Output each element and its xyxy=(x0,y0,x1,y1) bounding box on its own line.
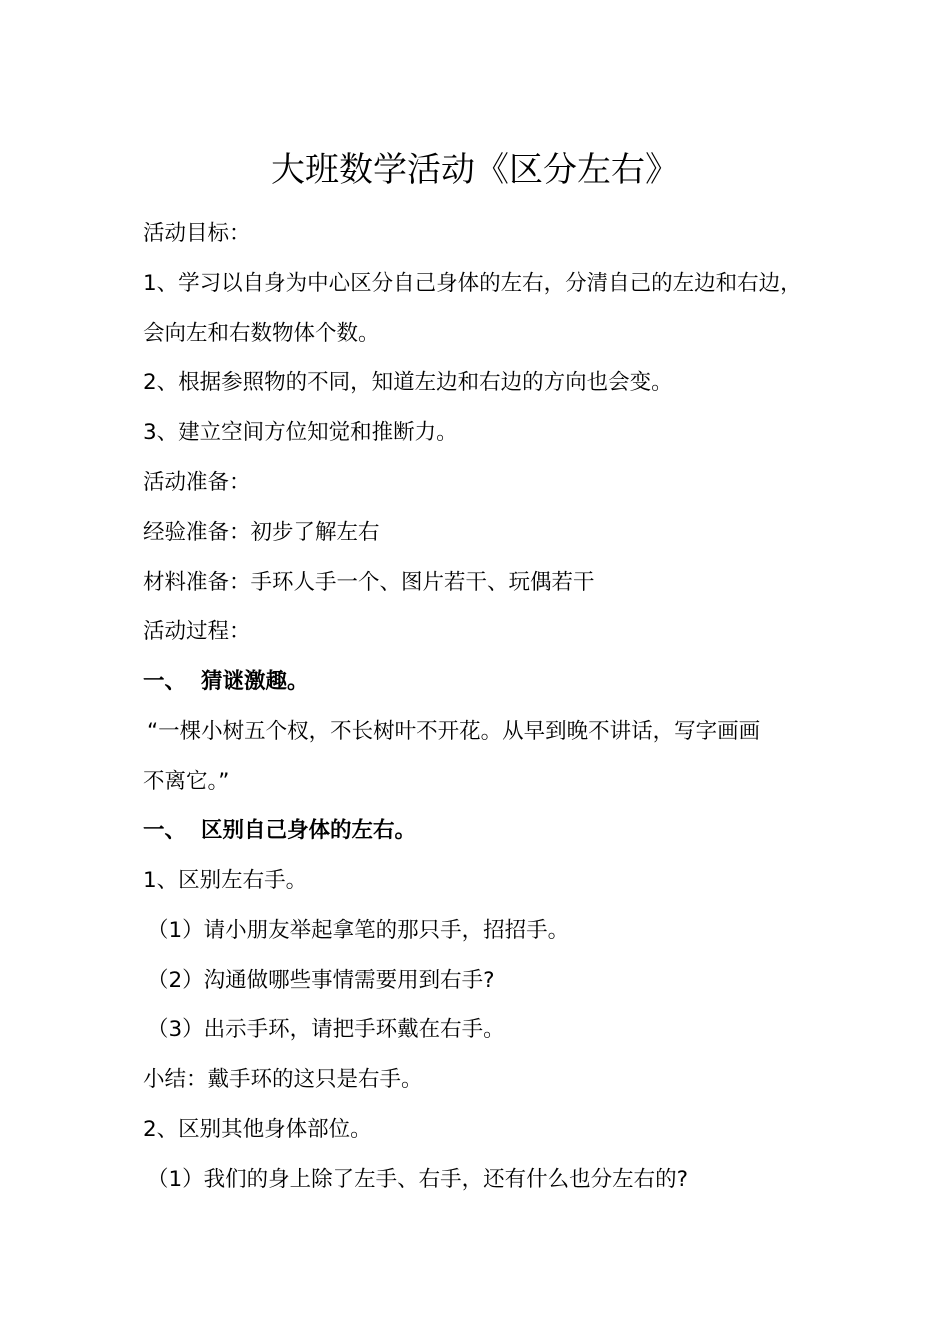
section-label-preparation: 活动准备： xyxy=(143,470,251,495)
step-1-item-1: （1）请小朋友举起拿笔的那只手，招招手。 xyxy=(147,918,570,943)
process-heading-2 xyxy=(143,815,416,847)
section-label-goals: 活动目标： xyxy=(143,221,251,246)
riddle-line-2: 不离它。” xyxy=(143,769,230,794)
step-2: 2、区别其他身体部位。 xyxy=(143,1117,372,1142)
heading-number: 一、 xyxy=(143,669,187,694)
goal-1-line-2: 会向左和右数物体个数。 xyxy=(143,321,380,346)
goal-1-line-1: 1、学习以自身为中心区分自己身体的左右，分清自己的左边和右边， xyxy=(143,271,802,296)
process-heading-1 xyxy=(143,666,309,698)
goal-2: 2、根据参照物的不同，知道左边和右边的方向也会变。 xyxy=(143,370,673,395)
riddle-line-1: “一棵小树五个杈，不长树叶不开花。从早到晚不讲话，写字画画 xyxy=(147,719,761,744)
heading-text: 猜谜激趣。 xyxy=(201,669,309,694)
step-1: 1、区别左右手。 xyxy=(143,868,308,893)
document-title: 大班数学活动《区分左右》 xyxy=(271,150,679,190)
experience-preparation: 经验准备：初步了解左右 xyxy=(143,520,380,545)
goal-3: 3、建立空间方位知觉和推断力。 xyxy=(143,420,458,445)
section-label-process: 活动过程： xyxy=(143,619,251,644)
step-1-item-2: （2）沟通做哪些事情需要用到右手? xyxy=(147,968,495,993)
step-1-item-3: （3）出示手环，请把手环戴在右手。 xyxy=(147,1017,505,1042)
step-2-item-1: （1）我们的身上除了左手、右手，还有什么也分左右的? xyxy=(147,1167,689,1192)
heading-number: 一、 xyxy=(143,818,187,843)
heading-text: 区别自己身体的左右。 xyxy=(201,818,417,843)
summary: 小结：戴手环的这只是右手。 xyxy=(143,1067,423,1092)
material-preparation: 材料准备：手环人手一个、图片若干、玩偶若干 xyxy=(143,570,595,595)
